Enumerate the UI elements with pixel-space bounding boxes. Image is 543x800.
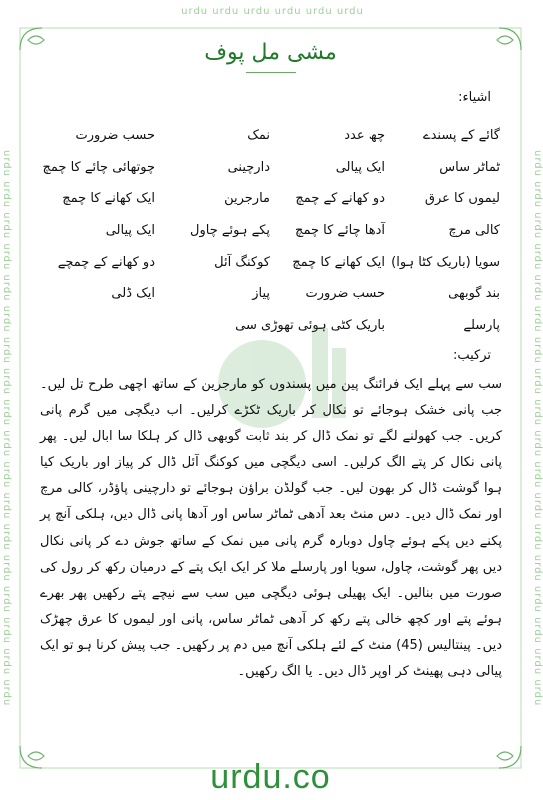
- method-heading: ترکیب:: [452, 348, 491, 363]
- ingredient-name: کالی مرچ: [448, 223, 500, 239]
- ingredient-qty: ایک پیالی: [335, 159, 385, 175]
- title-divider: [246, 72, 296, 73]
- ingredient-name: نمک: [247, 128, 270, 144]
- ingredient-name: دارچینی: [227, 159, 270, 175]
- ingredient-row: [40, 215, 500, 247]
- right-border-pattern: urdu urdu urdu urdu urdu urdu urdu urdu urdu urdu urdu urdu urdu urdu urdu urdu urdu urdu: [532, 150, 543, 707]
- ingredient-qty: باریک کٹی ہوئی تھوڑی سی: [235, 317, 385, 333]
- ingredients-heading: اشیاء:: [458, 90, 491, 105]
- left-border-pattern: urdu urdu urdu urdu urdu urdu urdu urdu urdu urdu urdu urdu urdu urdu urdu urdu urdu urdu: [1, 150, 12, 707]
- ingredient-name: لیموں کا عرق: [424, 191, 500, 207]
- ingredient-qty: حسب ضرورت: [75, 128, 155, 144]
- ingredient-name: کوکنگ آئل: [214, 254, 270, 270]
- ingredient-row: [40, 278, 500, 310]
- site-footer[interactable]: urdu.co: [210, 758, 331, 796]
- ingredient-name: گائے کے پسندے: [422, 128, 500, 144]
- ingredient-qty: چوتھائی چائے کا چمچ: [42, 159, 155, 175]
- ingredient-qty: آدھا چائے کا چمچ: [295, 223, 385, 239]
- ingredient-qty: دو کھانے کے چمچے: [57, 254, 155, 270]
- ingredient-row: [40, 246, 500, 278]
- ingredient-qty: ایک ڈلی: [111, 286, 155, 302]
- method-paragraph: سب سے پہلے ایک فرائنگ پین میں پسندوں کو مارجرین کے ساتھ اچھی طرح تل لیں۔ جب پانی خشک ہوجائے تو نکال کر باریک ٹکڑے کرلیں۔ اب دیگچی میں گرم پانی کریں۔ جب کھولنے لگے تو نمک ڈال کر بند ثابت گوبھی ڈال کر ہلکا سا ابال لیں۔ پھر پانی نکال کر پتے الگ کرلیں۔ اسی دیگچی میں کوکنگ آئل ڈال کر پیاز اور باریک کیا ہوا گوشت ڈال کر بھون لیں۔ جب گولڈن براؤن ہوجائے تو دارچینی پاؤڈر، کالی مرچ اور نمک ڈال دیں۔ دس منٹ بعد آدھی ٹماٹر ساس اور آدھا پانی ڈال دیں، ہلکی آنچ پر پکنے دیں پکے ہوئے چاول دوبارہ گرم پانی میں نمک کے ساتھ جوش دے کر پانی نکال دیں پھر گوشت، چاول، سویا اور پارسلے ملا کر ایک ایک پتے کے درمیان رکھ کر رول کی صورت میں بنالیں۔ ایک پھیلی ہوئی دیگچی میں سب سے نیچے پتے رکھیں پھر بھرے ہوئے پتے اور کچھ خالی پتے رکھ کر آدھی ٹماٹر ساس، پانی اور لیموں کا عرق چھڑک دیں۔ پینتالیس (45) منٹ کے لئے ہلکی آنچ میں دم پر رکھیں۔ جب پیش کرنا ہو تو ایک پیالی دہی پھینٹ کر اوپر ڈال دیں۔ یا الگ رکھیں۔: [40, 377, 502, 680]
- ingredient-qty: ایک کھانے کا چمچ: [292, 254, 385, 270]
- ingredients-table: [40, 120, 500, 341]
- ingredient-qty: دو کھانے کے چمچ: [295, 191, 385, 207]
- ingredient-name: سویا (باریک کٹا ہوا): [391, 254, 500, 270]
- ingredient-qty: حسب ضرورت: [305, 286, 385, 302]
- ingredient-name: پارسلے: [463, 317, 500, 333]
- ingredient-qty: ایک پیالی: [105, 223, 155, 239]
- ingredient-qty: چھ عدد: [344, 128, 385, 144]
- ingredient-name: پیاز: [252, 286, 270, 302]
- ingredient-name: پکے ہوئے چاول: [190, 223, 270, 239]
- ingredient-name: ٹماٹر ساس: [439, 159, 500, 175]
- ingredient-row: [40, 152, 500, 184]
- ingredient-row: [40, 183, 500, 215]
- ingredient-row: [40, 120, 500, 152]
- ingredient-name: مارجرین: [224, 191, 270, 207]
- ingredient-name: بند گوبھی: [448, 286, 500, 302]
- ingredient-qty: ایک کھانے کا چمچ: [62, 191, 155, 207]
- top-border-pattern: urdu urdu urdu urdu urdu urdu: [181, 6, 364, 17]
- recipe-title: مشی مل پوف: [204, 40, 337, 65]
